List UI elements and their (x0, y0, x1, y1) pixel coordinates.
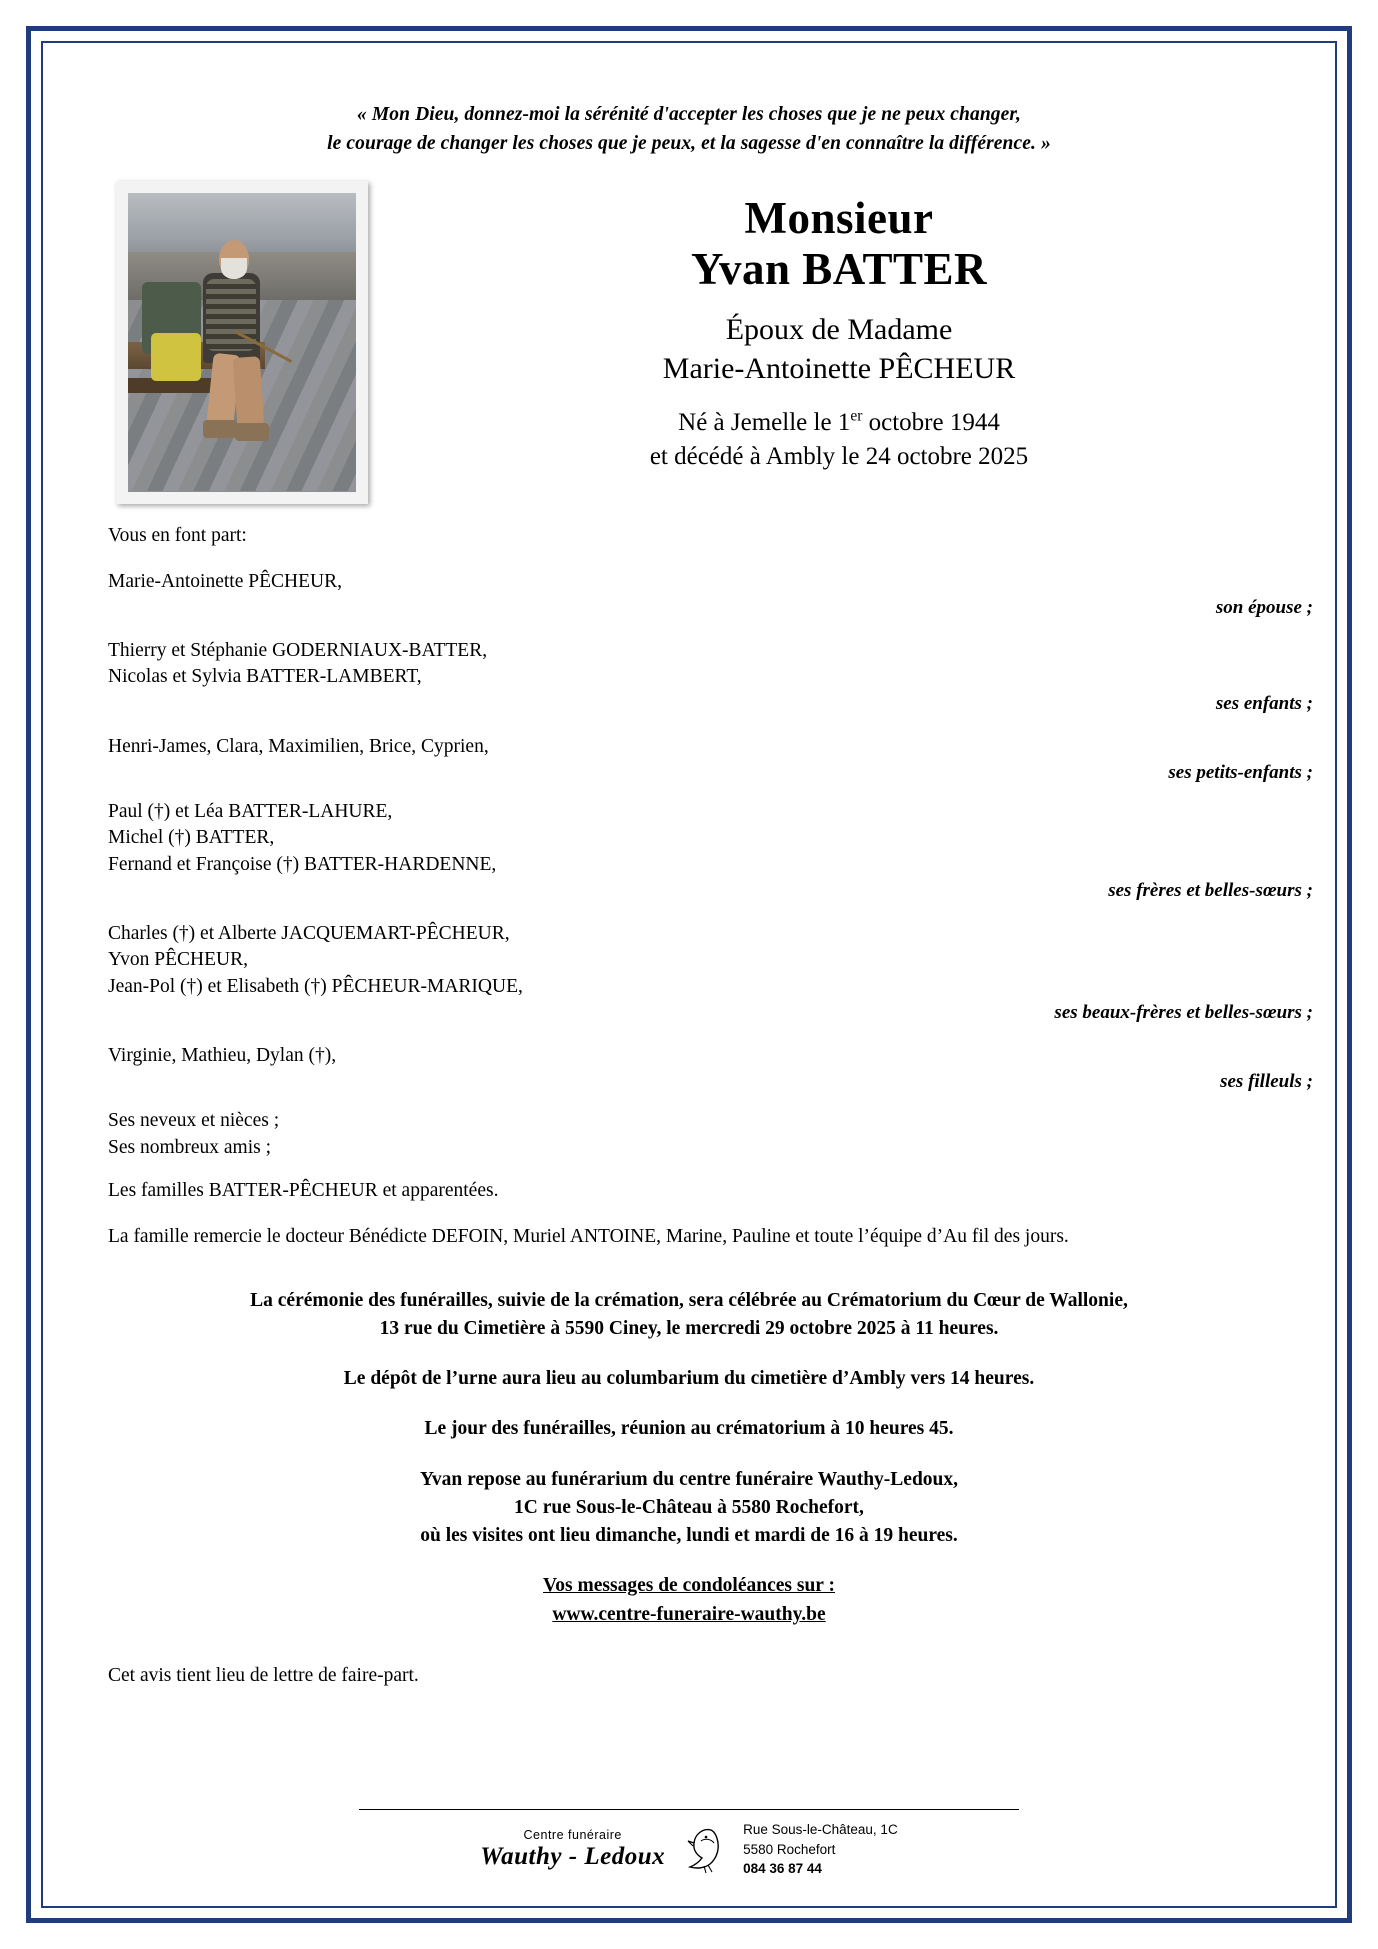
family-member-line: Les familles BATTER-PÊCHEUR et apparentées. (108, 1179, 499, 1201)
family-group (60, 734, 1318, 782)
relation-label: ses enfants ; (1215, 692, 1313, 714)
family-member-line: Thierry et Stéphanie GODERNIAUX-BATTER, (108, 640, 488, 662)
family-line-row (60, 1178, 1318, 1204)
closing-note: Cet avis tient lieu de lettre de faire-part. (108, 1664, 419, 1686)
photo-right-leg (233, 356, 265, 427)
footer (60, 1809, 1318, 1879)
company-subtitle: Centre funéraire (523, 1828, 622, 1843)
ceremony-details (60, 1287, 1318, 1629)
photo-right-sandal (235, 423, 269, 441)
birth-prefix: Né à Jemelle le 1 (678, 409, 851, 436)
footer-divider (359, 1809, 1019, 1810)
ceremony-block-cremation (60, 1287, 1318, 1344)
relation-label: ses beaux-frères et belles-sœurs ; (1054, 1001, 1313, 1023)
family-line-row (60, 1108, 1318, 1161)
relation-row (60, 1069, 1318, 1091)
death-line: et décédé à Ambly le 24 octobre 2025 (649, 442, 1029, 470)
epigraph-quote (60, 100, 1318, 159)
ceremony-line: La cérémonie des funérailles, suivie de la crémation, sera célébrée au Crématorium du Cœur de Wallonie, (250, 1289, 1128, 1311)
birth-ordinal-suffix: er (850, 407, 863, 425)
ceremony-line: 1C rue Sous-le-Château à 5580 Rochefort, (514, 1496, 864, 1518)
family-member-line: Nicolas et Sylvia BATTER-LAMBERT, (108, 666, 422, 688)
ceremony-line: Yvan repose au funérarium du centre funéraire Wauthy-Ledoux, (419, 1468, 959, 1490)
notice-content (60, 58, 1318, 1891)
birth-line (360, 406, 1318, 440)
family-member-line: Fernand et Françoise (†) BATTER-HARDENNE, (108, 853, 497, 875)
family-member-line: Ses neveux et nièces ; (108, 1110, 280, 1132)
family-line-row (60, 1043, 1318, 1069)
family-group (60, 1178, 1318, 1204)
family-group (60, 638, 1318, 717)
family-member-line: Henri-James, Clara, Maximilien, Brice, Cyprien, (108, 735, 489, 757)
dove-icon (681, 1824, 727, 1876)
ceremony-line: où les visites ont lieu dimanche, lundi et mardi de 16 à 19 heures. (420, 1525, 958, 1547)
condolences-title: Vos messages de condoléances sur : (543, 1575, 835, 1597)
ceremony-line: Le dépôt de l’urne aura lieu au columbarium du cimetière d’Ambly vers 14 heures. (343, 1368, 1035, 1390)
family-group (60, 1108, 1318, 1161)
relation-row (60, 595, 1318, 621)
honorific-title: Monsieur (744, 192, 934, 243)
family-announcement (60, 523, 1318, 1251)
family-line-row (60, 799, 1318, 878)
family-group (60, 569, 1318, 621)
header-block (60, 181, 1318, 511)
relation-label: ses petits-enfants ; (1168, 762, 1313, 784)
company-phone: 084 36 87 44 (743, 1861, 822, 1877)
condolences-block (60, 1572, 1318, 1629)
company-logo-text (480, 1829, 665, 1870)
portrait-photo (128, 193, 356, 492)
quote-line-2: le courage de changer les choses que je peux, et la sagesse d'en connaître la différence. » (327, 133, 1051, 155)
family-group (60, 799, 1318, 904)
ceremony-block-urn (60, 1365, 1318, 1393)
ceremony-block-funerarium (60, 1466, 1318, 1551)
family-intro: Vous en font part: (108, 524, 247, 546)
spouse-line-2: Marie-Antoinette PÊCHEUR (662, 352, 1016, 385)
spouse-line-1: Époux de Madame (725, 313, 953, 346)
family-group (60, 921, 1318, 1026)
quote-line-1: « Mon Dieu, donnez-moi la sérénité d'accepter les choses que je ne peux changer, (357, 104, 1021, 125)
company-address (743, 1820, 898, 1879)
relation-label: ses filleuls ; (1220, 1071, 1313, 1093)
family-member-line: Virginie, Mathieu, Dylan (†), (108, 1044, 337, 1066)
thanks-paragraph: La famille remercie le docteur Bénédicte DEFOIN, Muriel ANTOINE, Marine, Pauline et toute l’équipe d’Au fil des jours. (108, 1226, 1069, 1248)
birth-suffix: octobre 1944 (862, 409, 1000, 436)
relation-label: son épouse ; (1215, 597, 1313, 619)
company-name: Wauthy - Ledoux (480, 1842, 666, 1870)
address-city: 5580 Rochefort (743, 1841, 836, 1857)
relation-row (60, 1000, 1318, 1026)
family-line-row (60, 734, 1318, 760)
ceremony-line: 13 rue du Cimetière à 5590 Ciney, le mercredi 29 octobre 2025 à 11 heures. (379, 1317, 999, 1339)
photo-left-sandal (203, 420, 237, 438)
condolences-url-link[interactable]: www.centre-funeraire-wauthy.be (552, 1603, 826, 1625)
family-line-row (60, 638, 1318, 691)
family-member-line: Michel (†) BATTER, (108, 827, 275, 849)
family-member-line: Charles (†) et Alberte JACQUEMART-PÊCHEUR, (108, 923, 510, 944)
relation-row (60, 878, 1318, 904)
footer-content (60, 1820, 1318, 1879)
deceased-identity (360, 193, 1318, 474)
relation-row (60, 760, 1318, 782)
family-group (60, 1043, 1318, 1091)
relation-label: ses frères et belles-sœurs ; (1108, 880, 1313, 901)
ceremony-line: Le jour des funérailles, réunion au crématorium à 10 heures 45. (424, 1418, 954, 1440)
address-street: Rue Sous-le-Château, 1C (743, 1822, 898, 1838)
family-member-line: Ses nombreux amis ; (108, 1136, 272, 1158)
photo-yellow-bag (151, 333, 201, 381)
photo-beard (221, 258, 246, 279)
family-member-line: Jean-Pol (†) et Elisabeth (†) PÊCHEUR-MARIQUE, (108, 975, 523, 997)
family-member-line: Marie-Antoinette PÊCHEUR, (108, 570, 342, 592)
portrait-photo-frame (116, 181, 368, 504)
ceremony-block-meeting (60, 1415, 1318, 1443)
family-member-line: Paul (†) et Léa BATTER-LAHURE, (108, 801, 393, 823)
deceased-name: Yvan BATTER (690, 244, 987, 295)
family-line-row (60, 569, 1318, 595)
family-member-line: Yvon PÊCHEUR, (108, 949, 248, 971)
relation-row (60, 691, 1318, 717)
family-line-row (60, 921, 1318, 1000)
